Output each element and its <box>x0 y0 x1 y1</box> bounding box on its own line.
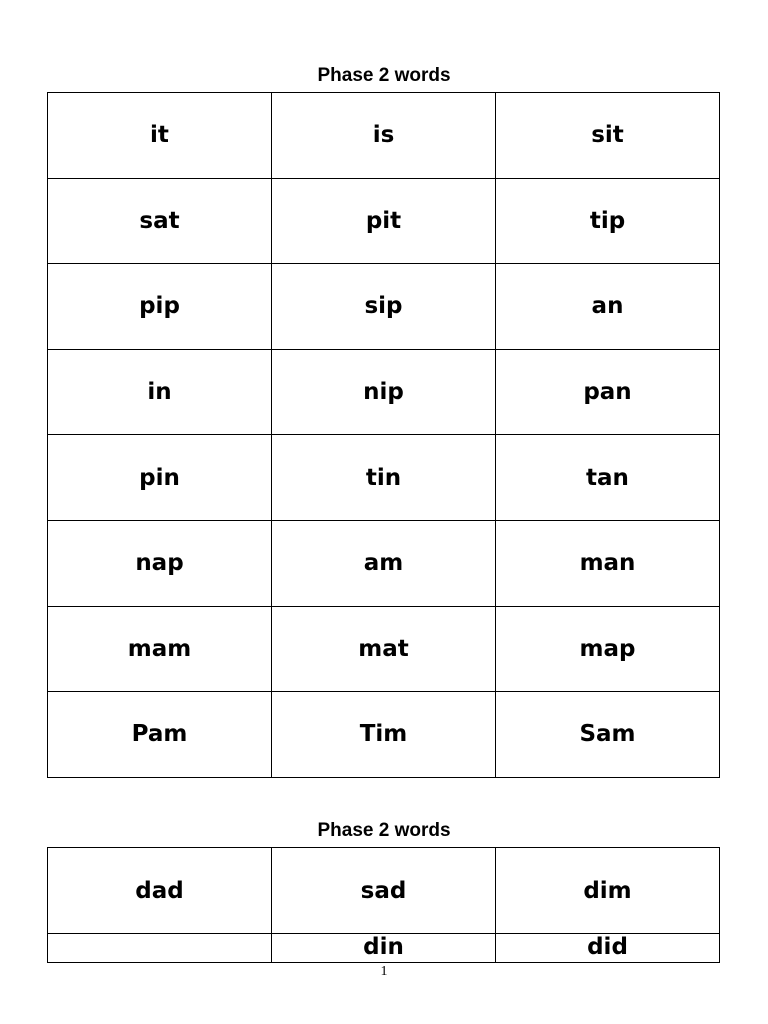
word-cell: man <box>496 520 720 606</box>
word-cell: did <box>496 934 720 963</box>
word-cell: nap <box>48 520 272 606</box>
word-cell: am <box>272 520 496 606</box>
word-cell: dad <box>48 848 272 934</box>
page-number: 1 <box>380 964 388 979</box>
word-cell: pit <box>272 178 496 264</box>
table-row <box>48 178 720 264</box>
word-cell: map <box>496 606 720 692</box>
word-table-2 <box>47 847 720 963</box>
section-title: Phase 2 words <box>317 65 451 86</box>
table-row <box>48 520 720 606</box>
word-cell: nip <box>272 349 496 435</box>
word-cell <box>48 934 272 963</box>
table-row <box>48 264 720 350</box>
word-cell: Sam <box>496 692 720 778</box>
word-cell: mat <box>272 606 496 692</box>
word-cell: it <box>48 93 272 179</box>
table-row <box>48 435 720 521</box>
word-cell: an <box>496 264 720 350</box>
word-cell: sip <box>272 264 496 350</box>
word-cell: sat <box>48 178 272 264</box>
word-cell: mam <box>48 606 272 692</box>
table-row <box>48 93 720 179</box>
word-cell: Pam <box>48 692 272 778</box>
word-cell: sit <box>496 93 720 179</box>
word-cell: tan <box>496 435 720 521</box>
word-cell: din <box>272 934 496 963</box>
word-cell: pin <box>48 435 272 521</box>
table-row <box>48 692 720 778</box>
word-cell: tin <box>272 435 496 521</box>
word-cell: pan <box>496 349 720 435</box>
word-cell: tip <box>496 178 720 264</box>
section-title: Phase 2 words <box>317 820 451 841</box>
word-cell: dim <box>496 848 720 934</box>
word-cell: Tim <box>272 692 496 778</box>
table-row <box>48 606 720 692</box>
word-cell: sad <box>272 848 496 934</box>
word-cell: pip <box>48 264 272 350</box>
word-cell: in <box>48 349 272 435</box>
word-cell: is <box>272 93 496 179</box>
table-row <box>48 349 720 435</box>
table-row <box>48 934 720 963</box>
table-row <box>48 848 720 934</box>
word-table-1 <box>47 92 720 778</box>
